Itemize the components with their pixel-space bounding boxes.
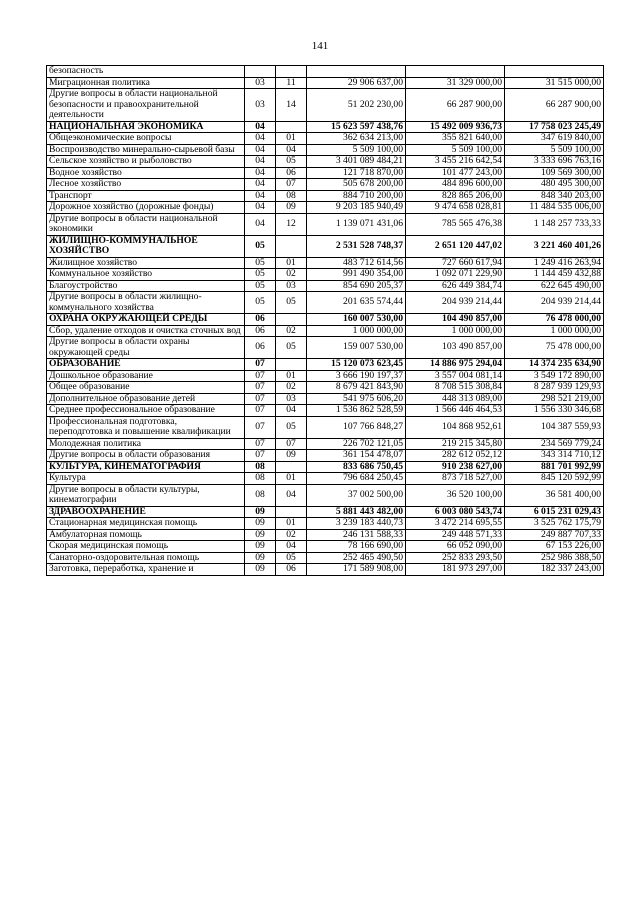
section-code-cell: 07 [245,416,276,438]
section-code-cell: 03 [245,77,276,89]
subsection-code-cell: 04 [276,144,307,156]
section-code-cell: 05 [245,235,276,257]
amount-year1-cell: 505 678 200,00 [307,179,406,191]
subsection-code-cell [276,66,307,78]
amount-year3-cell: 622 645 490,00 [505,280,604,292]
table-row [47,337,604,359]
section-code-cell: 09 [245,564,276,576]
section-code-cell: 09 [245,518,276,530]
amount-year1-cell: 201 635 574,44 [307,292,406,314]
amount-year1-cell: 121 718 870,00 [307,167,406,179]
subsection-code-cell: 09 [276,202,307,214]
amount-year1-cell: 483 712 614,56 [307,257,406,269]
amount-year1-cell: 29 906 637,00 [307,77,406,89]
subsection-code-cell: 05 [276,292,307,314]
amount-year3-cell: 67 153 226,00 [505,541,604,553]
amount-year1-cell: 9 203 185 940,49 [307,202,406,214]
amount-year2-cell: 1 000 000,00 [406,325,505,337]
amount-year1-cell: 15 623 597 438,76 [307,121,406,133]
amount-year2-cell: 785 565 476,38 [406,213,505,235]
row-name-cell: Другие вопросы в области образования [47,450,245,462]
subsection-code-cell: 01 [276,473,307,485]
amount-year3-cell: 5 509 100,00 [505,144,604,156]
amount-year3-cell: 1 249 416 263,94 [505,257,604,269]
table-row [47,269,604,281]
section-code-cell: 05 [245,280,276,292]
section-code-cell: 04 [245,202,276,214]
table-row [47,370,604,382]
subsection-code-cell: 05 [276,416,307,438]
amount-year1-cell: 854 690 205,37 [307,280,406,292]
subsection-code-cell: 11 [276,77,307,89]
section-code-cell: 09 [245,506,276,518]
subsection-code-cell: 03 [276,280,307,292]
row-name-cell: Водное хозяйство [47,167,245,179]
row-name-cell: Заготовка, переработка, хранение и [47,564,245,576]
amount-year1-cell: 3 666 190 197,37 [307,370,406,382]
table-row [47,89,604,122]
row-name-cell: Коммунальное хозяйство [47,269,245,281]
row-name-cell: Другие вопросы в области культуры, кинематографии [47,484,245,506]
amount-year2-cell: 828 865 206,00 [406,190,505,202]
amount-year2-cell: 448 313 089,00 [406,393,505,405]
amount-year1-cell: 833 686 750,45 [307,461,406,473]
amount-year3-cell: 8 287 939 129,93 [505,382,604,394]
section-code-cell: 09 [245,541,276,553]
row-name-cell: Профессиональная подготовка, переподготовка и повышение квалификации [47,416,245,438]
amount-year1-cell: 884 710 200,00 [307,190,406,202]
row-name-cell: Культура [47,473,245,485]
row-name-cell: Сбор, удаление отходов и очистка сточных вод [47,325,245,337]
budget-table [46,65,604,576]
section-code-cell: 06 [245,314,276,326]
table-row [47,564,604,576]
subsection-code-cell: 04 [276,484,307,506]
amount-year3-cell: 76 478 000,00 [505,314,604,326]
section-code-cell: 09 [245,552,276,564]
subsection-code-cell: 01 [276,133,307,145]
row-name-cell: Воспроизводство минерально-сырьевой базы [47,144,245,156]
amount-year2-cell: 910 238 627,00 [406,461,505,473]
amount-year3-cell: 480 495 300,00 [505,179,604,191]
section-code-cell: 07 [245,359,276,371]
subsection-code-cell: 12 [276,213,307,235]
amount-year3-cell: 182 337 243,00 [505,564,604,576]
table-row [47,518,604,530]
amount-year1-cell: 107 766 848,27 [307,416,406,438]
amount-year2-cell: 36 520 100,00 [406,484,505,506]
amount-year2-cell: 103 490 857,00 [406,337,505,359]
amount-year2-cell: 181 973 297,00 [406,564,505,576]
amount-year3-cell: 234 569 779,24 [505,438,604,450]
table-row [47,144,604,156]
section-code-cell: 07 [245,393,276,405]
section-code-cell: 04 [245,190,276,202]
row-name-cell: ЗДРАВООХРАНЕНИЕ [47,506,245,518]
section-code-cell: 07 [245,405,276,417]
amount-year3-cell: 17 758 023 245,49 [505,121,604,133]
table-row [47,325,604,337]
section-row [47,461,604,473]
amount-year1-cell: 226 702 121,05 [307,438,406,450]
amount-year1-cell: 37 002 500,00 [307,484,406,506]
row-name-cell: Жилищное хозяйство [47,257,245,269]
subsection-code-cell: 05 [276,156,307,168]
table-row [47,529,604,541]
amount-year1-cell: 15 120 073 623,45 [307,359,406,371]
amount-year2-cell [406,66,505,78]
table-row [47,213,604,235]
table-row [47,77,604,89]
amount-year1-cell: 252 465 490,50 [307,552,406,564]
subsection-code-cell [276,359,307,371]
row-name-cell: Другие вопросы в области охраны окружающей среды [47,337,245,359]
amount-year1-cell: 796 684 250,45 [307,473,406,485]
section-code-cell: 04 [245,121,276,133]
subsection-code-cell: 07 [276,438,307,450]
amount-year2-cell: 8 708 515 308,84 [406,382,505,394]
amount-year3-cell: 252 986 388,50 [505,552,604,564]
subsection-code-cell: 06 [276,167,307,179]
amount-year1-cell: 2 531 528 748,37 [307,235,406,257]
subsection-code-cell: 01 [276,257,307,269]
row-name-cell: Молодежная политика [47,438,245,450]
row-name-cell: ОХРАНА ОКРУЖАЮЩЕЙ СРЕДЫ [47,314,245,326]
amount-year3-cell: 104 387 559,93 [505,416,604,438]
amount-year1-cell: 541 975 606,20 [307,393,406,405]
section-code-cell: 04 [245,167,276,179]
table-row [47,450,604,462]
table-row [47,473,604,485]
amount-year1-cell: 3 401 089 484,21 [307,156,406,168]
amount-year2-cell: 204 939 214,44 [406,292,505,314]
amount-year1-cell: 991 490 354,00 [307,269,406,281]
amount-year1-cell: 1 139 071 431,06 [307,213,406,235]
row-name-cell: Санаторно-оздоровительная помощь [47,552,245,564]
subsection-code-cell: 01 [276,370,307,382]
amount-year3-cell: 14 374 235 634,90 [505,359,604,371]
section-code-cell: 06 [245,337,276,359]
row-name-cell: Общеэкономические вопросы [47,133,245,145]
row-name-cell: Другие вопросы в области жилищно-коммунального хозяйства [47,292,245,314]
section-row [47,506,604,518]
table-row [47,280,604,292]
row-name-cell: Дополнительное образование детей [47,393,245,405]
section-code-cell: 08 [245,473,276,485]
section-row [47,359,604,371]
row-name-cell: ОБРАЗОВАНИЕ [47,359,245,371]
subsection-code-cell: 03 [276,393,307,405]
amount-year1-cell: 5 509 100,00 [307,144,406,156]
row-name-cell: Среднее профессиональное образование [47,405,245,417]
amount-year2-cell: 2 651 120 447,02 [406,235,505,257]
row-name-cell: Амбулаторная помощь [47,529,245,541]
amount-year3-cell: 6 015 231 029,43 [505,506,604,518]
subsection-code-cell: 05 [276,552,307,564]
table-row [47,156,604,168]
amount-year2-cell: 104 490 857,00 [406,314,505,326]
row-name-cell: Стационарная медицинская помощь [47,518,245,530]
subsection-code-cell [276,314,307,326]
amount-year1-cell: 3 239 183 440,73 [307,518,406,530]
amount-year3-cell: 3 333 696 763,16 [505,156,604,168]
amount-year2-cell: 1 092 071 229,90 [406,269,505,281]
subsection-code-cell [276,461,307,473]
table-row [47,382,604,394]
amount-year3-cell: 75 478 000,00 [505,337,604,359]
amount-year1-cell: 78 166 690,00 [307,541,406,553]
amount-year3-cell: 3 525 762 175,79 [505,518,604,530]
table-row [47,438,604,450]
subsection-code-cell: 07 [276,179,307,191]
amount-year2-cell: 355 821 640,00 [406,133,505,145]
amount-year2-cell: 484 896 600,00 [406,179,505,191]
amount-year2-cell: 252 833 293,50 [406,552,505,564]
table-row [47,292,604,314]
section-code-cell: 03 [245,89,276,122]
table-row [47,133,604,145]
section-code-cell: 08 [245,461,276,473]
table-row [47,66,604,78]
amount-year3-cell: 298 521 219,00 [505,393,604,405]
amount-year2-cell: 3 557 004 081,14 [406,370,505,382]
table-row [47,167,604,179]
section-row [47,235,604,257]
amount-year2-cell: 101 477 243,00 [406,167,505,179]
section-code-cell: 05 [245,269,276,281]
amount-year3-cell: 109 569 300,00 [505,167,604,179]
subsection-code-cell: 02 [276,325,307,337]
table-row [47,202,604,214]
row-name-cell: Сельское хозяйство и рыболовство [47,156,245,168]
amount-year2-cell: 14 886 975 294,04 [406,359,505,371]
subsection-code-cell: 02 [276,529,307,541]
amount-year1-cell: 5 881 443 482,00 [307,506,406,518]
amount-year1-cell: 1 536 862 528,59 [307,405,406,417]
section-code-cell: 07 [245,450,276,462]
subsection-code-cell: 04 [276,541,307,553]
amount-year3-cell: 204 939 214,44 [505,292,604,314]
amount-year3-cell: 31 515 000,00 [505,77,604,89]
subsection-code-cell: 04 [276,405,307,417]
amount-year2-cell: 873 718 527,00 [406,473,505,485]
amount-year2-cell: 282 612 052,12 [406,450,505,462]
amount-year2-cell: 3 472 214 695,55 [406,518,505,530]
section-code-cell: 07 [245,382,276,394]
amount-year2-cell: 626 449 384,74 [406,280,505,292]
subsection-code-cell: 06 [276,564,307,576]
amount-year1-cell [307,66,406,78]
amount-year3-cell: 848 340 203,00 [505,190,604,202]
section-code-cell: 07 [245,370,276,382]
amount-year1-cell: 1 000 000,00 [307,325,406,337]
amount-year3-cell: 1 144 459 432,88 [505,269,604,281]
section-code-cell [245,66,276,78]
amount-year2-cell: 15 492 009 936,73 [406,121,505,133]
amount-year2-cell: 66 052 090,00 [406,541,505,553]
section-code-cell: 04 [245,179,276,191]
table-row [47,552,604,564]
amount-year2-cell: 1 566 446 464,53 [406,405,505,417]
section-row [47,121,604,133]
amount-year3-cell: 1 000 000,00 [505,325,604,337]
table-row [47,416,604,438]
subsection-code-cell: 05 [276,337,307,359]
amount-year3-cell: 66 287 900,00 [505,89,604,122]
row-name-cell: Общее образование [47,382,245,394]
amount-year2-cell: 9 474 658 028,81 [406,202,505,214]
subsection-code-cell: 09 [276,450,307,462]
amount-year1-cell: 361 154 478,07 [307,450,406,462]
row-name-cell: КУЛЬТУРА, КИНЕМАТОГРАФИЯ [47,461,245,473]
section-code-cell: 04 [245,213,276,235]
amount-year2-cell: 5 509 100,00 [406,144,505,156]
amount-year1-cell: 8 679 421 843,90 [307,382,406,394]
amount-year2-cell: 104 868 952,61 [406,416,505,438]
section-code-cell: 08 [245,484,276,506]
subsection-code-cell: 01 [276,518,307,530]
amount-year2-cell: 219 215 345,80 [406,438,505,450]
amount-year3-cell: 11 484 535 006,00 [505,202,604,214]
amount-year1-cell: 171 589 908,00 [307,564,406,576]
budget-table-body [47,66,604,576]
section-row [47,314,604,326]
amount-year3-cell: 343 314 710,12 [505,450,604,462]
table-row [47,541,604,553]
amount-year3-cell [505,66,604,78]
amount-year2-cell: 31 329 000,00 [406,77,505,89]
amount-year3-cell: 1 148 257 733,33 [505,213,604,235]
row-name-cell: Дорожное хозяйство (дорожные фонды) [47,202,245,214]
section-code-cell: 05 [245,292,276,314]
amount-year2-cell: 3 455 216 642,54 [406,156,505,168]
table-row [47,393,604,405]
section-code-cell: 07 [245,438,276,450]
row-name-cell: НАЦИОНАЛЬНАЯ ЭКОНОМИКА [47,121,245,133]
table-row [47,405,604,417]
section-code-cell: 04 [245,156,276,168]
row-name-cell: Другие вопросы в области национальной экономики [47,213,245,235]
amount-year2-cell: 727 660 617,94 [406,257,505,269]
subsection-code-cell: 14 [276,89,307,122]
amount-year1-cell: 51 202 230,00 [307,89,406,122]
section-code-cell: 06 [245,325,276,337]
row-name-cell: Скорая медицинская помощь [47,541,245,553]
row-name-cell: безопасность [47,66,245,78]
table-row [47,179,604,191]
amount-year3-cell: 249 887 707,33 [505,529,604,541]
amount-year2-cell: 6 003 080 543,74 [406,506,505,518]
amount-year3-cell: 36 581 400,00 [505,484,604,506]
section-code-cell: 04 [245,144,276,156]
section-code-cell: 04 [245,133,276,145]
amount-year1-cell: 160 007 530,00 [307,314,406,326]
amount-year3-cell: 347 619 840,00 [505,133,604,145]
subsection-code-cell [276,235,307,257]
row-name-cell: ЖИЛИЩНО-КОММУНАЛЬНОЕ ХОЗЯЙСТВО [47,235,245,257]
table-row [47,484,604,506]
subsection-code-cell [276,121,307,133]
subsection-code-cell [276,506,307,518]
row-name-cell: Лесное хозяйство [47,179,245,191]
section-code-cell: 05 [245,257,276,269]
row-name-cell: Благоустройство [47,280,245,292]
page-number: 141 [311,40,329,52]
amount-year3-cell: 881 701 992,99 [505,461,604,473]
table-row [47,190,604,202]
table-row [47,257,604,269]
row-name-cell: Транспорт [47,190,245,202]
amount-year3-cell: 1 556 330 346,68 [505,405,604,417]
amount-year1-cell: 362 634 213,00 [307,133,406,145]
row-name-cell: Другие вопросы в области национальной безопасности и правоохранительной деятельности [47,89,245,122]
amount-year2-cell: 249 448 571,33 [406,529,505,541]
amount-year1-cell: 246 131 588,33 [307,529,406,541]
amount-year2-cell: 66 287 900,00 [406,89,505,122]
section-code-cell: 09 [245,529,276,541]
amount-year3-cell: 845 120 592,99 [505,473,604,485]
row-name-cell: Дошкольное образование [47,370,245,382]
subsection-code-cell: 02 [276,382,307,394]
amount-year3-cell: 3 221 460 401,26 [505,235,604,257]
subsection-code-cell: 08 [276,190,307,202]
row-name-cell: Миграционная политика [47,77,245,89]
subsection-code-cell: 02 [276,269,307,281]
amount-year1-cell: 159 007 530,00 [307,337,406,359]
amount-year3-cell: 3 549 172 890,00 [505,370,604,382]
